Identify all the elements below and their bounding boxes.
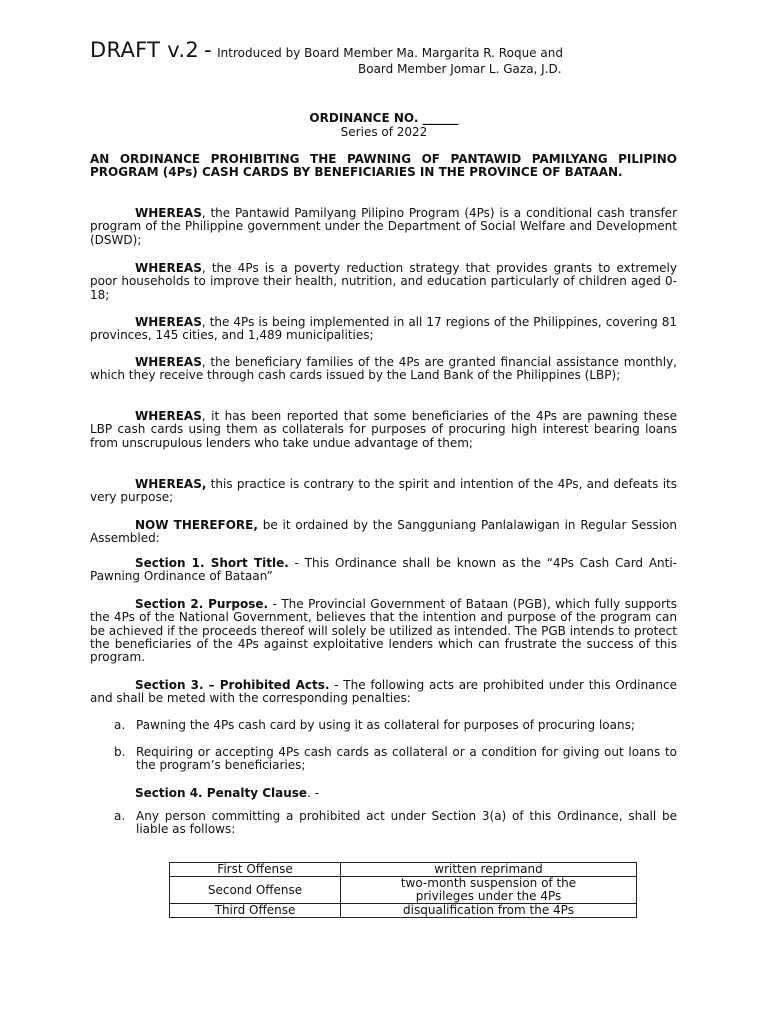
- whereas-clause-5: [90, 410, 677, 450]
- whereas-clause-1: [90, 207, 677, 247]
- whereas-lead: WHEREAS: [135, 261, 202, 275]
- whereas-clause-2: [90, 262, 677, 302]
- list-marker: b.: [114, 745, 126, 759]
- ordinance-title: AN ORDINANCE PROHIBITING THE PAWNING OF PANTAWID PAMILYANG PILIPINO PROGRAM (4Ps) CASH CARDS BY BENEFICIARIES IN THE PROVINCE OF BATAAN.: [90, 152, 677, 180]
- whereas-lead: WHEREAS: [135, 355, 202, 369]
- list-item: [114, 809, 677, 837]
- section-heading: Section 4. Penalty Clause: [135, 786, 308, 800]
- whereas-clause-3: [90, 316, 677, 343]
- penalty-cell: two-month suspension of the privileges under the 4Ps: [341, 877, 637, 904]
- whereas-text: , the beneficiary families of the 4Ps are granted financial assistance monthly, which they receive through cash cards issued by the Land Bank of the Philippines (LBP);: [90, 355, 677, 383]
- list-item-text: Pawning the 4Ps cash card by using it as collateral for purposes of procuring loans;: [136, 718, 635, 732]
- draft-label: DRAFT v.2: [90, 38, 200, 62]
- list-marker: a.: [114, 718, 126, 732]
- whereas-lead: WHEREAS: [135, 315, 202, 329]
- introduced-by-line-2: Board Member Jomar L. Gaza, J.D.: [358, 62, 562, 76]
- list-item: [114, 745, 677, 773]
- section-heading: Section 1. Short Title.: [135, 556, 289, 570]
- ordinance-number: ORDINANCE NO. ______: [309, 111, 459, 125]
- section-text: - The Provincial Government of Bataan (PGB), which fully supports the 4Ps of the National Government, believes that the intention and purpose of the program can be achieved if the proceeds thereof will solely be utilized as intended. The PGB intends to protect the beneficiaries of the 4Ps against exploitative lenders which can frustrate the success of this program.: [90, 597, 677, 665]
- section-text: . -: [307, 786, 320, 800]
- table-row: [170, 877, 637, 904]
- section-text: - This Ordinance shall be known as the “4Ps Cash Card Anti-Pawning Ordinance of Bataan”: [90, 556, 678, 584]
- list-item-text: Any person committing a prohibited act under Section 3(a) of this Ordinance, shall be liable as follows:: [136, 809, 677, 837]
- section-1-short-title: [90, 557, 677, 584]
- draft-header: [90, 38, 710, 76]
- whereas-text: , the 4Ps is being implemented in all 17 regions of the Philippines, covering 81 provinces, 145 cities, and 1,489 municipalities;: [90, 315, 677, 343]
- whereas-text: this practice is contrary to the spirit and intention of the 4Ps, and defeats its very purpose;: [90, 477, 677, 505]
- whereas-lead: WHEREAS: [135, 206, 202, 220]
- penalty-table: [169, 862, 637, 918]
- draft-dash: -: [204, 38, 213, 62]
- list-item: [114, 718, 677, 732]
- section-2-purpose: [90, 598, 677, 664]
- now-therefore-text: be it ordained by the Sangguniang Panlalawigan in Regular Session Assembled:: [90, 518, 677, 546]
- whereas-clause-4: [90, 356, 677, 383]
- now-therefore-lead: NOW THEREFORE,: [135, 518, 258, 532]
- whereas-clause-6: [90, 478, 677, 505]
- whereas-lead: WHEREAS: [135, 409, 202, 423]
- section-4-penalty-clause: [90, 787, 677, 800]
- offense-cell: Third Offense: [170, 904, 341, 918]
- whereas-text: , it has been reported that some beneficiaries of the 4Ps are pawning these LBP cash cards using them as collaterals for purposes of procuring high interest bearing loans from unscrupulous lenders who take undue advantage of them;: [90, 409, 677, 450]
- introduced-by-line-1: Introduced by Board Member Ma. Margarita R. Roque and: [217, 46, 563, 60]
- offense-cell: Second Offense: [170, 877, 341, 904]
- section-heading: Section 3. – Prohibited Acts.: [135, 678, 330, 692]
- series-year: Series of 2022: [340, 125, 428, 139]
- whereas-lead: WHEREAS,: [135, 477, 207, 491]
- section-3-prohibited-acts: [90, 679, 677, 706]
- table-row: [170, 904, 637, 918]
- list-item-text: Requiring or accepting 4Ps cash cards as collateral or a condition for giving out loans to the program’s beneficiaries;: [136, 745, 677, 773]
- table-row: [170, 863, 637, 877]
- penalty-cell: disqualification from the 4Ps: [341, 904, 637, 918]
- list-marker: a.: [114, 809, 126, 823]
- section-text: - The following acts are prohibited under this Ordinance and shall be meted with the corresponding penalties:: [90, 678, 677, 706]
- section-heading: Section 2. Purpose.: [135, 597, 269, 611]
- whereas-text: , the Pantawid Pamilyang Pilipino Program (4Ps) is a conditional cash transfer program of the Philippine government under the Department of Social Welfare and Development (DSWD);: [90, 206, 677, 247]
- offense-cell: First Offense: [170, 863, 341, 877]
- whereas-text: , the 4Ps is a poverty reduction strategy that provides grants to extremely poor households to improve their health, nutrition, and education particularly of children aged 0-18;: [90, 261, 677, 302]
- now-therefore-clause: [90, 519, 677, 546]
- penalty-cell: written reprimand: [341, 863, 637, 877]
